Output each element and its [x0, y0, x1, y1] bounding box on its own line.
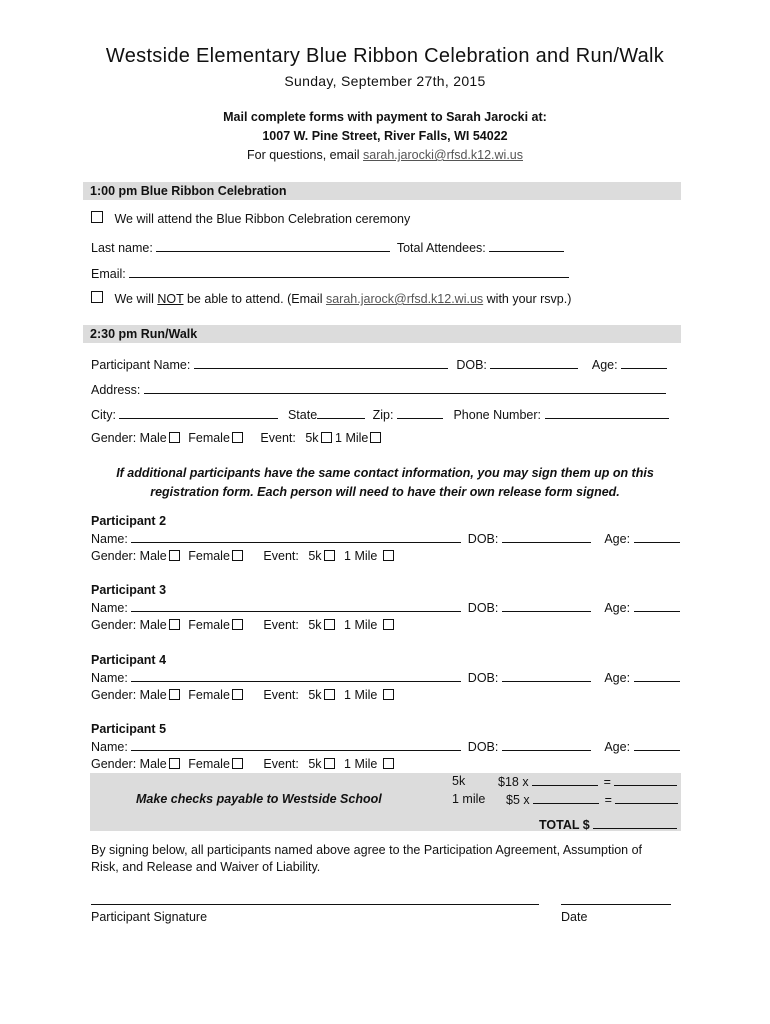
- city-label: City:: [91, 408, 116, 422]
- male-label: Male: [139, 431, 167, 445]
- event-label: Event:: [263, 549, 299, 563]
- female-checkbox[interactable]: [232, 619, 243, 630]
- dob-label: DOB:: [467, 601, 499, 615]
- 1-mile-label: 1 Mile: [344, 618, 378, 632]
- state-label: State: [287, 408, 318, 422]
- section-celebration-header: [83, 182, 681, 200]
- section-celebration-title: 1:00 pm Blue Ribbon Celebration: [90, 184, 287, 198]
- 5k-label: 5k: [305, 431, 319, 445]
- age-field[interactable]: [634, 670, 680, 682]
- participant-heading: Participant 5: [91, 722, 167, 736]
- female-checkbox[interactable]: [232, 689, 243, 700]
- total-attendees-field[interactable]: [489, 240, 564, 252]
- zip-label: Zip:: [372, 408, 394, 422]
- participant-name-row: [91, 357, 667, 372]
- 1-mile-checkbox[interactable]: [383, 550, 394, 561]
- address-row: [91, 382, 666, 397]
- female-label: Female: [188, 549, 230, 563]
- zip-field[interactable]: [397, 407, 443, 419]
- participant-gender-row: [91, 688, 394, 702]
- age-field[interactable]: [621, 357, 667, 369]
- participant-name-field[interactable]: [194, 357, 448, 369]
- address-label: Address:: [91, 383, 141, 397]
- name-label: Name:: [91, 532, 128, 546]
- age-field[interactable]: [634, 600, 680, 612]
- male-checkbox[interactable]: [169, 689, 180, 700]
- participant-gender-row: [91, 757, 394, 771]
- age-field[interactable]: [634, 531, 680, 543]
- name-field[interactable]: [131, 739, 461, 751]
- participant-heading: Participant 2: [91, 514, 167, 528]
- age-label: Age:: [604, 671, 631, 685]
- 5k-checkbox[interactable]: [324, 619, 335, 630]
- dob-field[interactable]: [502, 739, 591, 751]
- dob-label: DOB:: [467, 740, 499, 754]
- gender-label: Gender:: [91, 431, 137, 445]
- gender-label: Gender:: [91, 549, 137, 563]
- gender-label: Gender:: [91, 618, 137, 632]
- participant-name-row: [91, 670, 680, 685]
- attend-row: [91, 211, 410, 226]
- email-field[interactable]: [129, 266, 569, 278]
- 1-mile-fee-label: 1 mile: [452, 792, 486, 806]
- dob-field[interactable]: [490, 357, 578, 369]
- section-runwalk-header: [83, 325, 681, 343]
- mail-instructions: Mail complete forms with payment to Sarah Jarocki at:: [223, 110, 547, 124]
- participant-name-label: Participant Name:: [91, 358, 191, 372]
- 5k-fee-label: 5k: [452, 774, 466, 788]
- dob-label: DOB:: [467, 671, 499, 685]
- 1-mile-fee-row: [506, 792, 678, 807]
- gender-event-row: [91, 431, 381, 445]
- 5k-checkbox[interactable]: [324, 550, 335, 561]
- 5k-checkbox[interactable]: [324, 758, 335, 769]
- 5k-label: 5k: [308, 549, 322, 563]
- 5k-checkbox[interactable]: [321, 432, 332, 443]
- city-field[interactable]: [119, 407, 278, 419]
- gender-label: Gender:: [91, 688, 137, 702]
- checks-payable: Make checks payable to Westside School: [136, 792, 382, 806]
- dob-field[interactable]: [502, 670, 591, 682]
- form-title: Westside Elementary Blue Ribbon Celebration and Run/Walk: [105, 45, 665, 67]
- female-label: Female: [188, 757, 230, 771]
- 1-mile-checkbox[interactable]: [370, 432, 381, 443]
- attend-label: We will attend the Blue Ribbon Celebration ceremony: [114, 212, 411, 226]
- last-name-field[interactable]: [156, 240, 390, 252]
- date-label: Date: [561, 910, 588, 924]
- participant-gender-row: [91, 618, 394, 632]
- name-label: Name:: [91, 740, 128, 754]
- not-attend-not: NOT: [157, 292, 184, 306]
- 5k-price: $18 x: [498, 775, 529, 789]
- male-label: Male: [139, 688, 167, 702]
- 1-mile-label: 1 Mile: [344, 688, 378, 702]
- event-date: Sunday, September 27th, 2015: [284, 73, 486, 89]
- note-line-1: If additional participants have the same contact information, you may sign them up on this: [116, 466, 654, 480]
- dob-field[interactable]: [502, 531, 591, 543]
- participant-name-row: [91, 531, 680, 546]
- 1-mile-checkbox[interactable]: [383, 689, 394, 700]
- female-label: Female: [188, 688, 230, 702]
- participant-name-row: [91, 739, 680, 754]
- event-label: Event:: [260, 431, 296, 445]
- 1-mile-checkbox[interactable]: [383, 619, 394, 630]
- agreement-line-1: By signing below, all participants named above agree to the Participation Agreement, Assumption of: [91, 843, 643, 857]
- female-checkbox[interactable]: [232, 758, 243, 769]
- 5k-checkbox[interactable]: [324, 689, 335, 700]
- 5k-fee-row: [498, 774, 677, 789]
- agreement-line-2: Risk, and Release and Waiver of Liability.: [91, 860, 321, 874]
- 1-mile-label: 1 Mile: [344, 757, 378, 771]
- dob-label: DOB:: [467, 532, 499, 546]
- signature-line[interactable]: [91, 904, 539, 905]
- address-field[interactable]: [144, 382, 666, 394]
- female-label: Female: [188, 618, 230, 632]
- 1-mile-checkbox[interactable]: [383, 758, 394, 769]
- signature-label: Participant Signature: [91, 910, 208, 924]
- phone-field[interactable]: [545, 407, 669, 419]
- dob-label: DOB:: [456, 358, 487, 372]
- total-label: TOTAL $: [539, 818, 590, 832]
- male-checkbox[interactable]: [169, 619, 180, 630]
- event-label: Event:: [263, 618, 299, 632]
- attend-checkbox[interactable]: [91, 211, 103, 223]
- city-row: [91, 407, 669, 422]
- female-label: Female: [188, 431, 230, 445]
- not-attend-checkbox[interactable]: [91, 291, 103, 303]
- not-attend-end: with your rsvp.): [486, 292, 572, 306]
- name-field[interactable]: [131, 531, 461, 543]
- 1-mile-label: 1 Mile: [344, 549, 378, 563]
- total-row: [539, 817, 677, 832]
- name-label: Name:: [91, 601, 128, 615]
- rsvp-email-link[interactable]: sarah.jarock@rfsd.k12.wi.us: [325, 292, 484, 306]
- 1-mile-subtotal-field[interactable]: [615, 792, 678, 804]
- dob-field[interactable]: [502, 600, 591, 612]
- 1-mile-label: 1 Mile: [335, 431, 369, 445]
- total-attendees-label: Total Attendees:: [396, 241, 486, 255]
- age-label: Age:: [604, 740, 631, 754]
- age-label: Age:: [591, 358, 618, 372]
- total-field[interactable]: [593, 817, 677, 829]
- 5k-label: 5k: [308, 618, 322, 632]
- phone-label: Phone Number:: [453, 408, 542, 422]
- age-label: Age:: [604, 601, 631, 615]
- not-attend-pre: We will: [114, 292, 154, 306]
- male-label: Male: [139, 549, 167, 563]
- 1-mile-price: $5 x: [506, 793, 530, 807]
- not-attend-row: [91, 291, 571, 306]
- mail-address: 1007 W. Pine Street, River Falls, WI 54022: [262, 129, 508, 143]
- participant-heading: Participant 3: [91, 583, 167, 597]
- state-field[interactable]: [317, 407, 365, 419]
- 5k-label: 5k: [308, 757, 322, 771]
- questions-prefix: For questions, email: [246, 148, 360, 162]
- section-runwalk-title: 2:30 pm Run/Walk: [90, 327, 198, 341]
- questions-line: [0, 148, 770, 162]
- note-line-2: registration form. Each person will need to have their own release form signed.: [150, 485, 620, 499]
- participant-gender-row: [91, 549, 394, 563]
- male-label: Male: [139, 618, 167, 632]
- event-label: Event:: [263, 688, 299, 702]
- age-label: Age:: [604, 532, 631, 546]
- participant-heading: Participant 4: [91, 653, 167, 667]
- email-row: [91, 266, 569, 281]
- not-attend-post: be able to attend. (Email: [186, 292, 323, 306]
- male-checkbox[interactable]: [169, 550, 180, 561]
- 5k-label: 5k: [308, 688, 322, 702]
- gender-label: Gender:: [91, 757, 137, 771]
- participant-name-row: [91, 600, 680, 615]
- questions-email-link[interactable]: sarah.jarocki@rfsd.k12.wi.us: [363, 148, 523, 162]
- female-checkbox[interactable]: [232, 550, 243, 561]
- name-label: Name:: [91, 671, 128, 685]
- male-checkbox[interactable]: [169, 758, 180, 769]
- male-checkbox[interactable]: [169, 432, 180, 443]
- name-field[interactable]: [131, 600, 461, 612]
- email-label: Email:: [91, 267, 126, 281]
- age-field[interactable]: [634, 739, 680, 751]
- name-field[interactable]: [131, 670, 461, 682]
- 1-mile-equals: =: [604, 793, 612, 807]
- last-name-row: [91, 240, 564, 255]
- last-name-label: Last name:: [91, 241, 153, 255]
- 1-mile-quantity-field[interactable]: [533, 792, 599, 804]
- 5k-equals: =: [603, 775, 611, 789]
- 5k-quantity-field[interactable]: [532, 774, 598, 786]
- 5k-subtotal-field[interactable]: [614, 774, 677, 786]
- event-label: Event:: [263, 757, 299, 771]
- male-label: Male: [139, 757, 167, 771]
- female-checkbox[interactable]: [232, 432, 243, 443]
- date-line[interactable]: [561, 904, 671, 905]
